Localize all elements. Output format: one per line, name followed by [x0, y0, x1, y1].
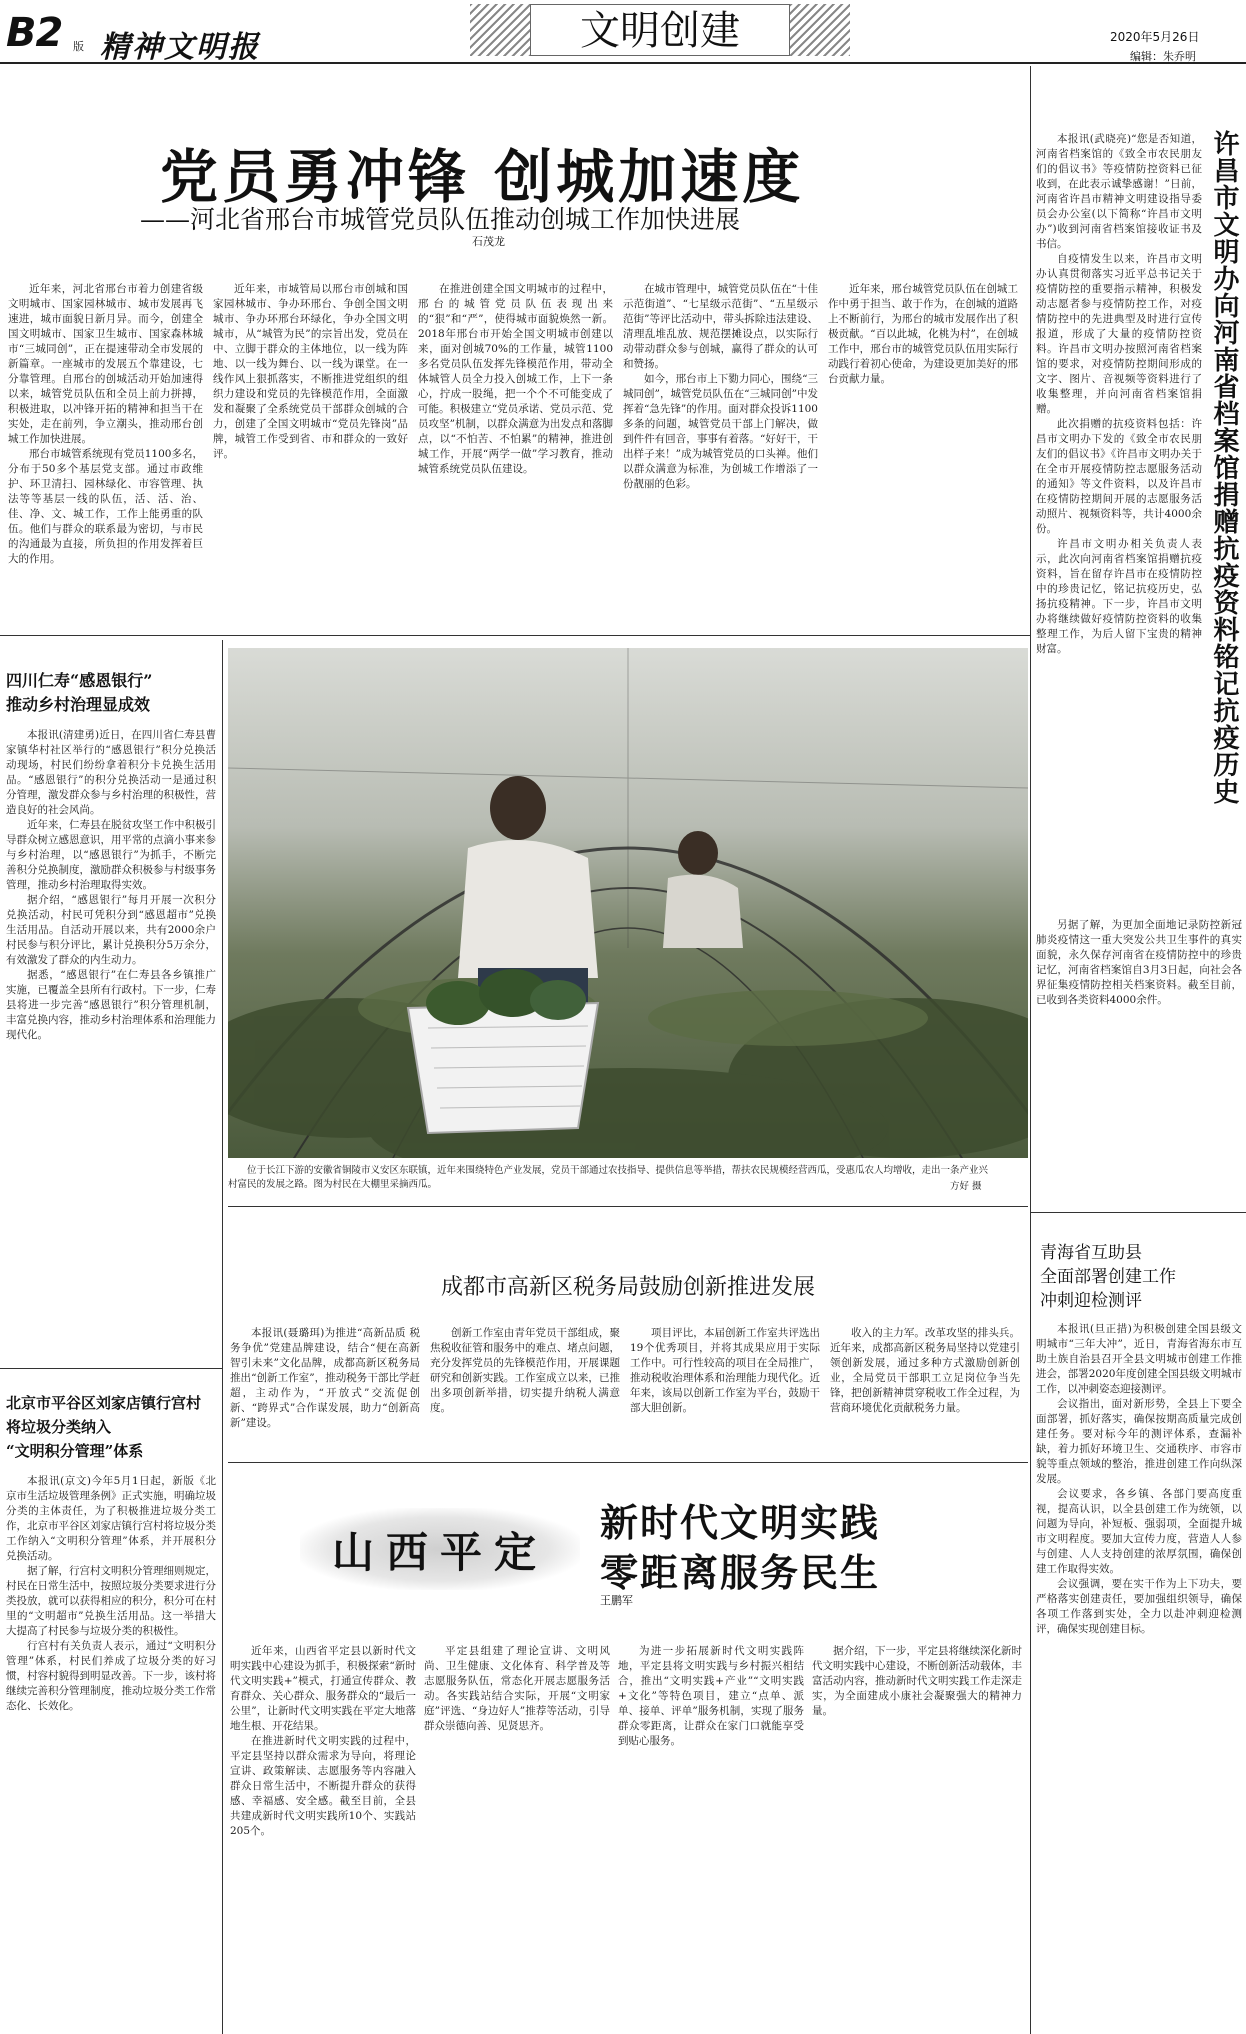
divider [228, 1206, 1028, 1207]
chengdu-col-2 [430, 1326, 620, 1446]
lead-paragraph: 近年来，邢台城管党员队伍在创城工作中勇于担当、敢于作为，在创城的道路上不断前行，为邢台的城市发展作出了积极贡献。“百以此城，化桃为村”，在创城工作中，邢台市的城管党员队伍用实际行动践行着初心使命，为建设更加美好的邢台贡献力量。 [828, 283, 1018, 385]
story-paragraph: 收入的主力军。改革攻坚的排头兵。近年来，成都高新区税务局坚持以党建引领创新发展，通过多种方式激励创新创业，全局党员干部职工立足岗位争当先锋，把创新精神贯穿税收工作全过程，为营商环境优化贡献税务力量。 [830, 1327, 1020, 1414]
divider [1030, 1212, 1246, 1213]
lead-title: 党员勇冲锋 创城加速度 [160, 143, 805, 211]
story-paragraph: 据介绍，“感恩银行”每月开展一次积分兑换活动，村民可凭积分到“感恩超市”兑换生活用品。自活动开展以来，共有2000余户村民参与积分评比，累计兑换积分5万余分，有效激发了群众的内生动力。 [6, 894, 216, 966]
right-story2-title-2: 全面部署创建工作 [1040, 1267, 1176, 1287]
paper-name-logo: 精神文明报 [100, 30, 260, 65]
divider [228, 1462, 1028, 1463]
story-paragraph: 本报讯(京文)今年5月1日起，新版《北京市生活垃圾管理条例》正式实施，明确垃圾分类的主体责任，为了积极推进垃圾分类工作，北京市平谷区刘家店镇行宫村将垃圾分类工作纳入“文明积分管理”体系，并开展积分兑换活动。 [6, 1475, 216, 1562]
shanxi-col-1 [230, 1644, 416, 2029]
lead-paragraph: 近年来，市城管局以邢台市创城和国家园林城市、争办环邢台、争创全国文明城市、争办环邢台环绿化，争办全国文明城市，从“城管为民”的宗旨出发，党员在中、立脚于群众的主体地位，以一线为阵地、以一线为舞台、以一线为课堂。在一线作风上狠抓落实，不断推进党组织的组织力建设和党员的先锋模范作用，全面激发和凝聚了全系统党员干部群众创城的合力，创建了全国文明城市“党员先锋岗”品牌，城管工作受到省、市和群众的一致好评。 [213, 283, 408, 460]
left-story2-title-2: 将垃圾分类纳入 [6, 1418, 112, 1436]
story-paragraph: 此次捐赠的抗疫资料包括：许昌市文明办下发的《致全市农民朋友们的倡议书》《许昌市文明办关于在全市开展疫情防控志愿服务活动的通知》等文件资料，以及许昌市在疫情防控期间开展的志愿服务活动照片、视频资料等，共计4000余份。 [1036, 418, 1202, 535]
chengdu-col-1 [230, 1326, 420, 1446]
story-paragraph: 据了解，行宫村文明积分管理细则规定，村民在日常生活中，按照垃圾分类要求进行分类投放，就可以获得相应的积分，积分可在村里的“文明超市”兑换生活用品。这一举措大大提高了村民参与垃圾分类的积极性。 [6, 1565, 216, 1637]
story-paragraph: 近年来，山西省平定县以新时代文明实践中心建设为抓手，积极探索“新时代文明实践+”模式，打通宣传群众、教育群众、关心群众、服务群众的“最后一公里”，让新时代文明实践在平定大地落地生根、开花结果。 [230, 1645, 416, 1732]
section-banner-stripes-right [790, 4, 850, 56]
column-rule [222, 640, 223, 2034]
divider [0, 635, 1030, 636]
left-story2-title-3: “文明积分管理”体系 [6, 1442, 144, 1460]
photo-caption: 位于长江下游的安徽省铜陵市义安区东联镇，近年来围绕特色产业发展，党员干部通过农技指导、提供信息等举措，帮扶农民规模经营西瓜，受惠瓜农人均增收，走出一条产业兴村富民的发展之路。图为村民在大棚里采摘西瓜。 [228, 1165, 988, 1190]
shanxi-title-2: 零距离服务民生 [600, 1550, 881, 1595]
left-story1-title-2: 推动乡村治理显成效 [6, 695, 151, 714]
chengdu-col-4 [830, 1326, 1020, 1446]
lead-paragraph: 在推进创建全国文明城市的过程中，邢台的城管党员队伍表现出来的“狠”和“严”，使得城市面貌焕然一新。2018年邢台市开始全国文明城市创建以来，面对创城70%的工作量，城管1100多名党员队伍发挥先锋模范作用，带动全体城管人员全力投入创城工作，上下一条心，拧成一股绳，把一个个不可能变成了可能。积极建立“党员承诺、党员示范、党员攻坚”机制，以群众满意为出发点和落脚点，以“不怕苦、不怕累”的精神，推进创城工作，开展“两学一做”学习教育，推动城管系统党员队伍建设。 [418, 283, 613, 475]
story-paragraph: 据介绍，下一步，平定县将继续深化新时代文明实践中心建设，不断创新活动载体，丰富活动内容，推动新时代文明实践工作走深走实，为全面建成小康社会凝聚强大的精神力量。 [812, 1645, 1022, 1717]
lead-paragraph: 邢台市城管系统现有党员1100多名，分布于50多个基层党支部。通过市政维护、环卫清扫、园林绿化、市容管理、执法等等基层一线的队伍，活、活、治、佳、净、文、城工作，工作上能勇重的队伍。他们与群众的联系最为密切，与市民的沟通最为直接，所负担的作用发挥着巨大的作用。 [8, 448, 203, 565]
story-paragraph: 自疫情发生以来，许昌市文明办认真贯彻落实习近平总书记关于疫情防控的重要指示精神，积极发动志愿者参与疫情防控工作，对疫情防控中的先进典型及时进行宣传报道，形成了大量的疫情防控资料。许昌市文明办按照河南省档案馆的要求，对疫情防控期间形成的文字、图片、音视频等资料进行了收集整理，并向河南省档案馆捐赠。 [1036, 253, 1202, 415]
story-paragraph: 许昌市文明办相关负责人表示，此次向河南省档案馆捐赠抗疫资料，旨在留存许昌市在疫情防控中的珍贵记忆，铭记抗疫历史，弘扬抗疫精神。下一步，许昌市文明办将继续做好疫情防控资料的收集整理工作，为后人留下宝贵的精神财富。 [1036, 538, 1202, 655]
right-vertical-title: 许昌市文明办向河南省档案馆捐赠抗疫资料铭记抗疫历史 [1209, 130, 1239, 805]
story-paragraph: 本报讯(聂璐珥)为推进“高新品质 税务争优”党建品牌建设，结合“便在高新 智引未来”文化品牌，成都高新区税务局推出“创新工作室”，推动税务干部比学赶超，主动作为，“开放式”交流促创新、“跨界式”合作谋发展，助力“创新高新”建设。 [230, 1327, 420, 1429]
greenhouse-photo [228, 648, 1028, 1158]
lead-paragraph: 近年来，河北省邢台市着力创建省级文明城市、国家园林城市、城市发展再飞速进，城市面貌日新月异。而今，创建全国文明城市、国家卫生城市、国家森林城市“三城同创”，正在提速带动全市发展的新篇章。一座城市的发展五个靠建设，七分靠管理。自邢台的创城活动开始加速得以来，城管党员队伍和全员上前力拼搏，积极进取，以冲锋开拓的精神和担当干在实处，走在前列，争立潮头，推动邢台创城工作加快进展。 [8, 283, 203, 445]
section-banner-stripes-left [470, 4, 530, 56]
story-paragraph: 本报讯(旦正措)为积极创建全国县级文明城市“三年大冲”，近日，青海省海东市互助土族自治县召开全县文明城市创建工作推进会，部署2020年度创建全国县级文明城市工作，以冲刺姿态迎接测评。 [1036, 1323, 1242, 1395]
section-title: 文明创建 [530, 4, 790, 56]
page-number-suffix: 版 [73, 40, 84, 53]
story-paragraph: 项目评比，本届创新工作室共评选出19个优秀项目，并将其成果应用于实际工作中。可行性较高的项目在全局推广，推动税收治理体系和治理能力现代化。近年来，该局以创新工作室为平台，鼓励干部大胆创新。 [630, 1327, 820, 1414]
lead-col-3 [418, 282, 613, 622]
story-paragraph: 据悉，“感恩银行”在仁寿县各乡镇推广实施，已覆盖全县所有行政村。下一步，仁寿县将进一步完善“感恩银行”积分管理机制，丰富兑换内容，推动乡村治理体系和治理能力现代化。 [6, 969, 216, 1041]
story-paragraph: 平定县组建了理论宣讲、文明风尚、卫生健康、文化体育、科学普及等志愿服务队伍，常态化开展志愿服务活动。各实践站结合实际，开展“文明家庭”评选、“身边好人”推荐等活动，引导群众崇德向善、见贤思齐。 [424, 1645, 610, 1732]
right-story2-title-1: 青海省互助县 [1040, 1243, 1142, 1263]
story-paragraph: 会议要求，各乡镇、各部门要高度重视，提高认识，以全县创建工作为统领，以问题为导向，补短板、强弱项，全面提升城市文明程度。要加大宣传力度，营造人人参与创建、人人支持创建的浓厚氛围，确保创建工作取得实效。 [1036, 1488, 1242, 1575]
story-paragraph: 本报讯(清建勇)近日，在四川省仁寿县曹家镇华村社区举行的“感恩银行”积分兑换活动现场，村民们纷纷拿着积分卡兑换生活用品。“感恩银行”的积分兑换活动一是通过积分管理，激发群众参与乡村治理的积极性，营造良好的社会风尚。 [6, 729, 216, 816]
lead-paragraph: 如今，邢台市上下勠力同心，围绕“三城同创”，城管党员队伍在“三城同创”中发挥着“急先锋”的作用。面对群众投诉1100多条的问题，城管党员干部上门解决，做到件件有回音，事事有着落。“好好干，干出样子来！”成为城管党员的口头禅。他们以群众满意为标准，为创城工作增添了一份靓丽的色彩。 [623, 373, 818, 490]
story-paragraph: 为进一步拓展新时代文明实践阵地，平定县将文明实践与乡村振兴相结合，推出“文明实践+产业”“文明实践+文化”等特色项目，建立“点单、派单、接单、评单”服务机制，实现了服务群众零距离，让群众在家门口就能享受到贴心服务。 [618, 1645, 804, 1747]
left-story2-body [6, 1474, 216, 2029]
story-paragraph: 创新工作室由青年党员干部组成，聚焦税收征管和服务中的难点、堵点问题，充分发挥党员的先锋模范作用，开展课题研究和创新实践。工作室成立以来，已推出多项创新举措，切实提升纳税人满意度。 [430, 1327, 620, 1414]
right-story2-body [1036, 1322, 1242, 2028]
page-number: B2 [6, 10, 63, 56]
right-col-body-bottom [1036, 918, 1242, 1188]
lead-paragraph: 在城市管理中，城管党员队伍在“十佳示范街道”、“七星级示范街”、“五星级示范街”等评比活动中，带头拆除违法建设、清理乱堆乱放、规范摆摊设点，以实际行动带动群众参与创城，赢得了群众的认可和赞扬。 [623, 283, 818, 370]
masthead-rule [0, 62, 1246, 64]
story-paragraph: 本报讯(武晓亮)“您是否知道，河南省档案馆的《致全市农民朋友们的倡议书》等疫情防控资料已征收到，在此表示诚挚感谢！”日前，河南省许昌市精神文明建设指导委员会办公室(以下简称“许昌市文明办”)收到河南省档案馆接收证书及书信。 [1036, 133, 1202, 250]
lead-col-5 [828, 282, 1018, 622]
editor-credit: 编辑：朱乔明 [1130, 50, 1196, 63]
story-paragraph: 另据了解，为更加全面地记录防控新冠肺炎疫情这一重大突发公共卫生事件的真实面貌，永久保存河南省在疫情防控中的珍贵记忆，河南省档案馆自3月3日起，向社会各界征集疫情防控相关档案资料。截至目前，已收到各类资料4000余件。 [1036, 919, 1242, 1006]
left-story2-title-1: 北京市平谷区刘家店镇行宫村 [6, 1394, 202, 1412]
story-paragraph: 在推进新时代文明实践的过程中，平定县坚持以群众需求为导向，将理论宣讲、政策解读、志愿服务等内容融入群众日常生活中，不断提升群众的获得感、幸福感、安全感。截至目前，全县共建成新时代文明实践所10个、实践站205个。 [230, 1735, 416, 1837]
left-story1-title-1: 四川仁寿“感恩银行” [6, 671, 153, 690]
shanxi-place-label: 山西平定 [331, 1528, 548, 1577]
lead-byline: 石茂龙 [472, 235, 505, 248]
left-story1-body [6, 728, 216, 1343]
chengdu-title: 成都市高新区税务局鼓励创新推进发展 [440, 1275, 815, 1300]
column-rule [1030, 66, 1031, 2034]
photo-credit: 方好 摄 [950, 1181, 982, 1192]
shanxi-title-1: 新时代文明实践 [600, 1500, 881, 1545]
chengdu-col-3 [630, 1326, 820, 1446]
lead-col-4 [623, 282, 818, 622]
lead-col-2 [213, 282, 408, 622]
story-paragraph: 会议强调，要在实干作为上下功夫，要严格落实创建责任，要加强组织领导，确保各项工作落到实处，全力以赴冲刺迎检测评，确保实现创建目标。 [1036, 1578, 1242, 1635]
shanxi-col-2 [424, 1644, 610, 2029]
story-paragraph: 会议指出，面对新形势，全县上下要全面部署，抓好落实，确保按期高质量完成创建任务。要对标今年的测评体系，查漏补缺，着力抓好环境卫生、交通秩序、市容市貌等重点领域的整治，推进创建工作向纵深发展。 [1036, 1398, 1242, 1485]
shanxi-col-3 [618, 1644, 804, 2029]
shanxi-col-4 [812, 1644, 1022, 2029]
right-col-body-top [1036, 132, 1202, 912]
story-paragraph: 近年来，仁寿县在脱贫攻坚工作中积极引导群众树立感恩意识，用平常的点滴小事来参与乡村治理，以“感恩银行”为抓手，不断完善积分兑换制度，激励群众积极参与村级事务管理，推动乡村治理取得实效。 [6, 819, 216, 891]
masthead [0, 0, 1246, 68]
lead-subtitle: ——河北省邢台市城管党员队伍推动创城工作加快进展 [140, 205, 741, 234]
issue-date: 2020年5月26日 [1110, 30, 1200, 44]
lead-col-1 [8, 282, 203, 622]
right-story2-title-3: 冲刺迎检测评 [1040, 1291, 1142, 1311]
shanxi-byline: 王鹏军 [600, 1594, 633, 1607]
divider [0, 1368, 222, 1369]
story-paragraph: 行宫村有关负责人表示，通过“文明积分管理”体系，村民们养成了垃圾分类的好习惯，村容村貌得到明显改善。下一步，该村将继续完善积分管理制度，推动垃圾分类工作常态化、长效化。 [6, 1640, 216, 1712]
